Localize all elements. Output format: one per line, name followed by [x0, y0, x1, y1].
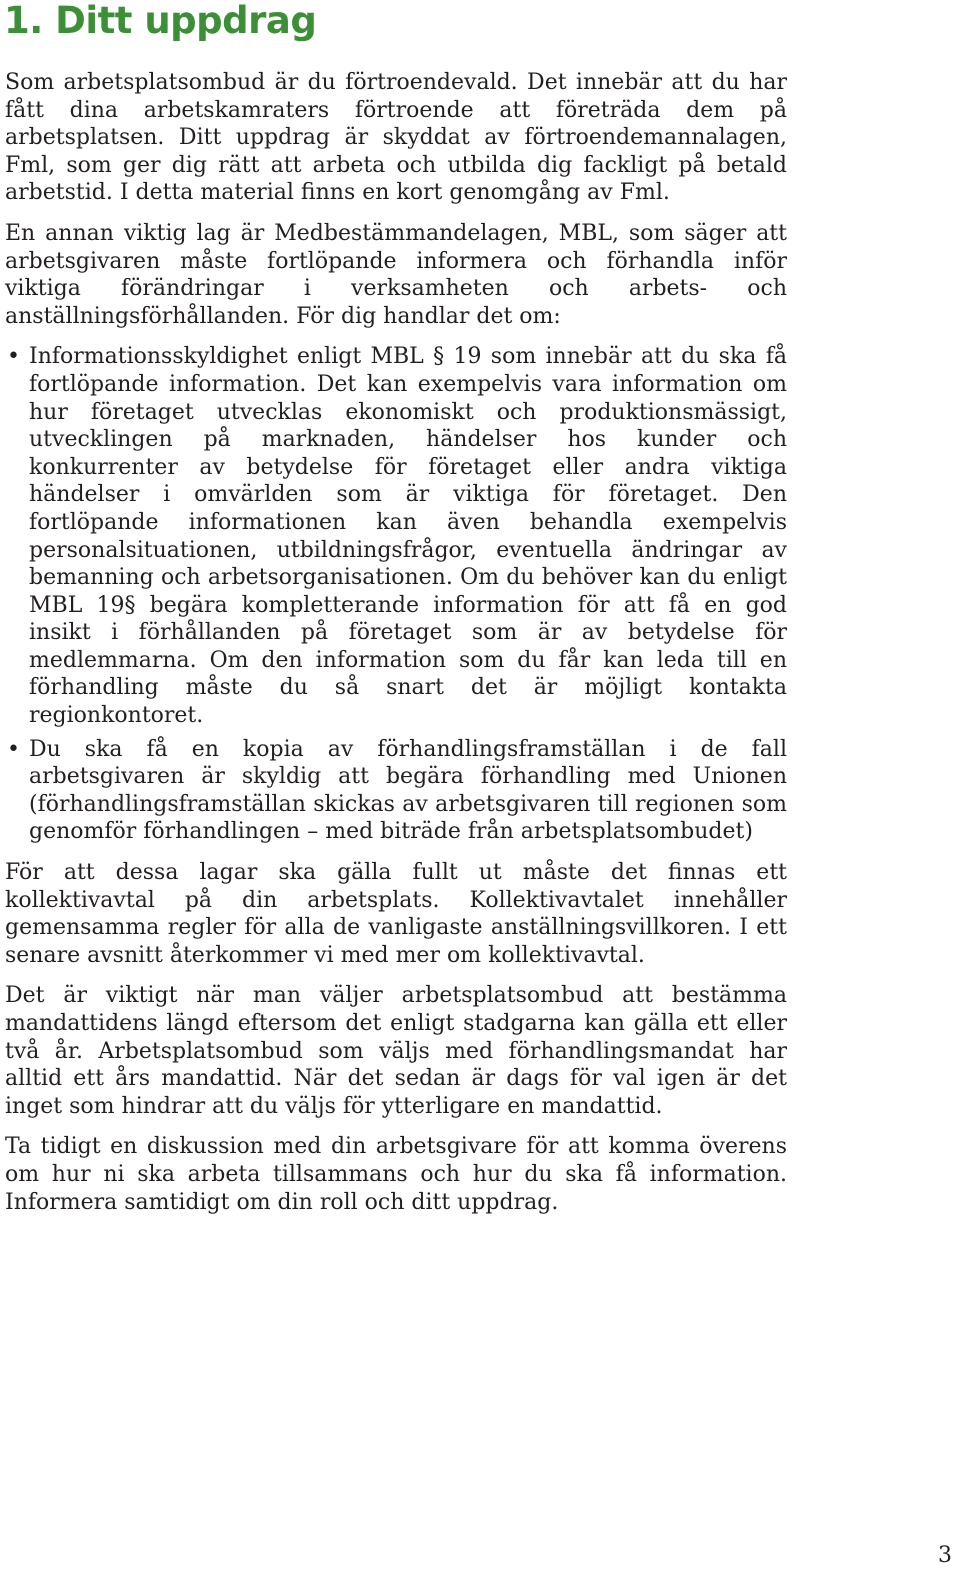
body-text [5, 69, 787, 1229]
list-item-text: Informationsskyldighet enligt MBL § 19 som innebär att du ska få fortlöpande information. Det kan exempelvis vara information om hur företaget utvecklas ekonomiskt och produktionsmässigt, utvecklingen på marknaden, händelser hos kunder och konkurrenter av betydelse för företaget eller andra viktiga händelser i omvärlden som är viktiga för företaget. Den fortlöpande informationen kan även behandla exempelvis personalsituationen, utbildningsfrågor, eventuella ändringar av bemanning och arbetsorganisationen. Om du behöver kan du enligt MBL 19§ begära kompletterande information för att få en god insikt i förhållanden på företaget som är av betydelse för medlemmarna. Om den information som du får kan leda till en förhandling måste du så snart det är möjligt kontakta regionkontoret. [29, 344, 787, 729]
page-title: 1. Ditt uppdrag [4, 0, 317, 42]
list-item [5, 736, 787, 846]
bullet-icon: • [7, 736, 20, 762]
list-item [5, 343, 787, 729]
list-item-text: Du ska få en kopia av förhandlingsframställan i de fall arbetsgivaren är skyldig att begära förhandling med Unionen (förhandlingsframställan skickas av arbetsgivaren till regionen som genomför förhandlingen – med biträde från arbetsplatsombudet) [29, 736, 787, 845]
paragraph-mbl: En annan viktig lag är Medbestämmandelagen, MBL, som säger att arbetsgivaren måste fortlöpande informera och förhandla inför viktiga förändringar i verksamheten och arbets- och anställningsförhållanden. För dig handlar det om: [5, 220, 787, 329]
bullet-icon: • [7, 344, 20, 370]
paragraph-kollektivavtal: För att dessa lagar ska gälla fullt ut måste det finnas ett kollektivavtal på din arbetsplats. Kollektivavtalet innehåller gemensamma regler för alla de vanligaste anställningsvillkoren. I ett senare avsnitt återkommer vi med mer om kollektivavtal. [5, 860, 787, 968]
paragraph-diskussion: Ta tidigt en diskussion med din arbetsgivare för att komma överens om hur ni ska arbeta tillsammans och hur du ska få information. Informera samtidigt om din roll och ditt uppdrag. [5, 1134, 787, 1215]
page-number: 3 [938, 1543, 952, 1568]
bullet-list [5, 343, 787, 846]
paragraph-intro: Som arbetsplatsombud är du förtroendevald. Det innebär att du har fått dina arbetskamraters förtroende att företräda dem på arbetsplatsen. Ditt uppdrag är skyddat av förtroendemannalagen, Fml, som ger dig rätt att arbeta och utbilda dig fackligt på betald arbetstid. I detta material finns en kort genomgång av Fml. [5, 70, 787, 206]
paragraph-mandattid: Det är viktigt när man väljer arbetsplatsombud att bestämma mandattidens längd eftersom det enligt stadgarna kan gälla ett eller två år. Arbetsplatsombud som väljs med förhandlingsmandat har alltid ett års mandattid. När det sedan är dags för val igen är det inget som hindrar att du väljs för ytterligare en mandattid. [5, 983, 787, 1119]
